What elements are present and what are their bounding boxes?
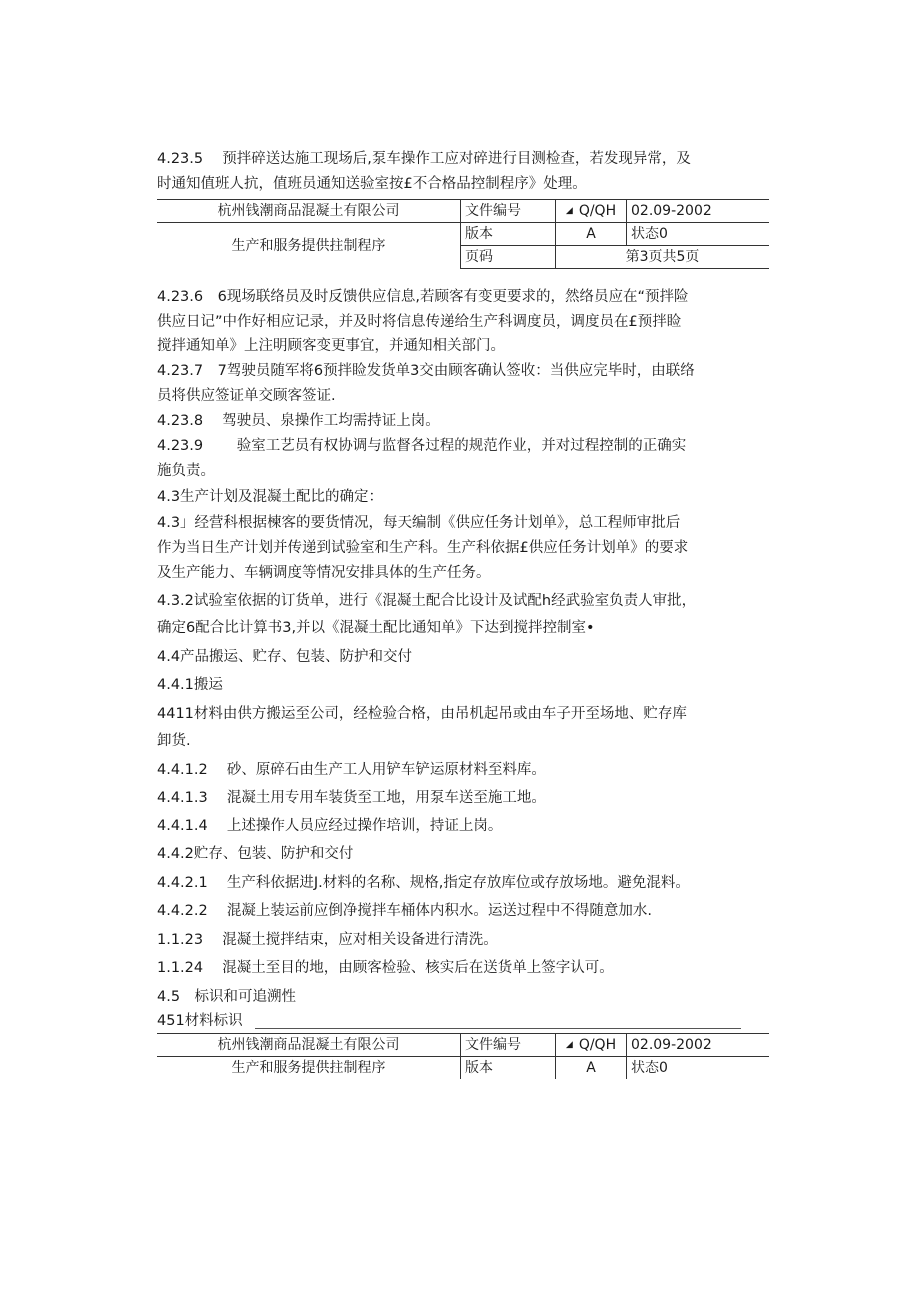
doc-number-prefix-2: ◢ Q/QH: [556, 1034, 627, 1057]
document-header-table-2: [157, 1033, 769, 1079]
para-4-3-1-line2: 作为当日生产计划并传递到试验室和生产科。生产科依据£供应任务计划单》的要求: [157, 540, 689, 556]
para-4-4-2-1: 4.4.2.1 生产科依据进J.材料的名称、规格,指定存放库位或存放场地。避免混料。: [157, 875, 690, 891]
status-label: 状态0: [627, 223, 770, 246]
para-1-1-24: 1.1.24 混凝土至目的地，由顾客检验、核实后在送货单上签字认可。: [157, 960, 614, 976]
para-4-4-1-3: 4.4.1.3 混凝土用专用车装货至工地，用泵车送至施工地。: [157, 790, 546, 806]
heading-4-5-1: 451材料标识: [157, 1013, 243, 1029]
corner-mark-icon: ◢: [565, 1040, 573, 1050]
version-value-2: A: [556, 1057, 627, 1080]
page-value: 第3页共5页: [556, 246, 770, 269]
version-value: A: [556, 223, 627, 246]
para-4-4-2-2: 4.4.2.2 混凝上装运前应倒净搅拌车桶体内积水。运送过程中不得随意加水.: [157, 903, 652, 919]
doc-number-label: 文件编号: [461, 200, 556, 223]
para-4-23-6-line2: 供应日记”中作好相应记录，并及时将信息传递给生产科调度员，调度员在£预拌睑: [157, 314, 682, 330]
company-name-2: 杭州钱潮商品混凝土有限公司: [157, 1034, 461, 1057]
heading-4-4-1: 4.4.1搬运: [157, 677, 223, 693]
version-label: 版本: [461, 223, 556, 246]
version-label-2: 版本: [461, 1057, 556, 1080]
doc-number-value: 02.09-2002: [627, 200, 770, 223]
para-4-23-5-line2: 时通知值班人抗，值班员通知送验室按£不合格品控制程序》处理。: [157, 176, 587, 192]
para-4-4-1-1-line1: 4411材料由供方搬运至公司，经检验合格，由吊机起吊或由车子开至场地、贮存库: [157, 706, 687, 722]
para-4-23-8: 4.23.8 驾驶员、泉操作工均需持证上岗。: [157, 413, 440, 429]
para-4-23-6-line3: 搅拌通知单》上注明顾客变更事宜，并通知相关部门。: [157, 338, 505, 354]
para-4-23-7-line1: 4.23.7 7驾驶员随军将6预拌睑发货单3交由顾客确认签收：当供应完毕时，由联络: [157, 363, 695, 379]
procedure-title-2: 生产和服务提供拄制程序: [231, 1060, 386, 1076]
procedure-title: 生产和服务提供拄制程序: [231, 237, 386, 254]
heading-4-5: 4.5 标识和可追溯性: [157, 989, 297, 1005]
para-4-3-2-line2: 确定6配合比计算书3,并以《混凝土配比通知单》下达到搅拌控制室•: [157, 620, 595, 636]
para-4-23-6-line1: 4.23.6 6现场联络员及时反馈供应信息,若顾客有变更要求的，然络员应在“预拌险: [157, 289, 689, 305]
para-4-4-1-2: 4.4.1.2 砂、原碎石由生产工人用铲车铲运原材料至料库。: [157, 762, 546, 778]
underline-rule: [255, 1028, 741, 1029]
doc-number-value-2: 02.09-2002: [627, 1034, 770, 1057]
para-4-4-1-1-line2: 卸货.: [157, 733, 191, 749]
para-4-4-1-4: 4.4.1.4 上述操作人员应经过操作培训，持证上岗。: [157, 818, 503, 834]
para-4-23-9-line1: 4.23.9 验室工艺员有权协调与监督各过程的规范作业，并对过程控制的正确实: [157, 438, 687, 454]
para-4-3-1-line1: 4.3」经营科根据楝客的要货情况，每天编制《供应任务计划单》，总工程师审批后: [157, 515, 681, 531]
para-4-23-7-line2: 员将供应签证单交顾客签证.: [157, 388, 336, 404]
para-4-3-1-line3: 及生产能力、车辆调度等情况安排具体的生产任务。: [157, 565, 491, 581]
document-header-table: [157, 199, 769, 269]
heading-4-4: 4.4产品搬运、贮存、包装、防护和交付: [157, 649, 413, 665]
heading-4-3: 4.3生产计划及混凝土配比的确定：: [157, 489, 384, 505]
para-4-3-2-line1: 4.3.2试验室依据的订货单，进行《混凝土配合比设计及试配h经武验室负责人审批，: [157, 593, 697, 609]
status-label-2: 状态0: [627, 1057, 770, 1080]
para-1-1-23: 1.1.23 混凝土搅拌结束，应对相关设备进行清洗。: [157, 932, 498, 948]
para-4-23-9-line2: 施负责。: [157, 463, 215, 479]
para-4-23-5-line1: 4.23.5 预拌碎送达施工现场后,泵车操作工应对碎进行目测检查，若发现异常，及: [157, 151, 691, 167]
doc-number-label-2: 文件编号: [461, 1034, 556, 1057]
corner-mark-icon: ◢: [565, 206, 573, 216]
heading-4-4-2: 4.4.2贮存、包装、防护和交付: [157, 846, 354, 862]
page-label: 页码: [461, 246, 556, 269]
doc-number-prefix: ◢ Q/QH: [556, 200, 627, 223]
company-name: 杭州钱潮商品混凝土有限公司: [157, 200, 461, 223]
